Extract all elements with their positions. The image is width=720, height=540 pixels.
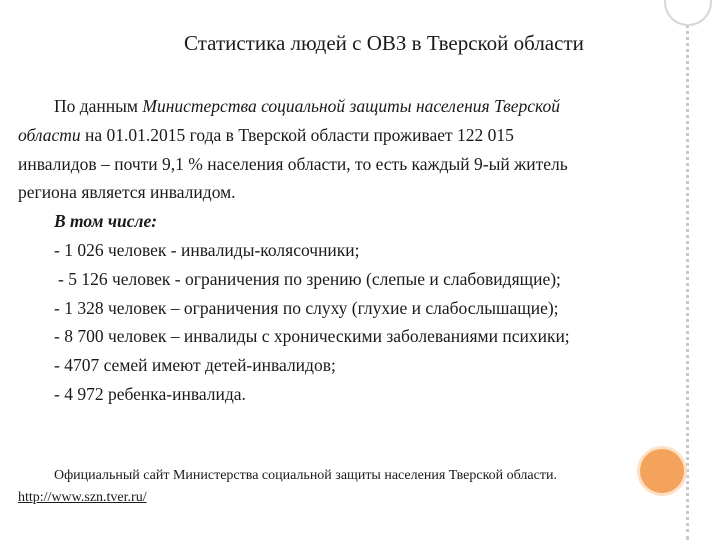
slide-title: Статистика людей с ОВЗ в Тверской области [184, 31, 584, 55]
intro-line-1 [18, 92, 668, 121]
source-text: Официальный сайт Министерства социальной защиты населения Тверской области. [54, 468, 557, 483]
list-item: - 4 972 ребенка-инвалида. [54, 383, 246, 404]
intro-prefix: По данным [54, 96, 143, 116]
list-item: - 1 026 человек - инвалиды-колясочники; [54, 239, 360, 260]
ministry-name-part1: Министерства социальной защиты населения Тверской [142, 96, 561, 116]
intro-line-4: региона является инвалидом. [18, 182, 236, 203]
decorative-dotted-border [686, 0, 689, 540]
intro-line-3: инвалидов – почти 9,1 % населения области, то есть каждый 9-ый житель [18, 153, 568, 174]
list-item: - 8 700 человек – инвалиды с хроническими заболеваниями психики; [54, 326, 570, 347]
source-link[interactable]: http://www.szn.tver.ru/ [18, 490, 147, 505]
intro-rest: на 01.01.2015 года в Тверской области проживает 122 015 [80, 124, 514, 145]
list-item: - 5 126 человек - ограничения по зрению (слепые и слабовидящие); [58, 268, 561, 289]
statistics-body [18, 92, 668, 409]
list-item: - 4707 семей имеют детей-инвалидов; [54, 355, 336, 376]
intro-line-2 [18, 121, 668, 150]
source-note [18, 465, 658, 509]
decorative-circle-top [664, 0, 712, 26]
including-label: В том числе: [54, 211, 158, 232]
ministry-name-part2: области [18, 124, 81, 145]
list-item: - 1 328 человек – ограничения по слуху (глухие и слабослышащие); [54, 297, 559, 318]
